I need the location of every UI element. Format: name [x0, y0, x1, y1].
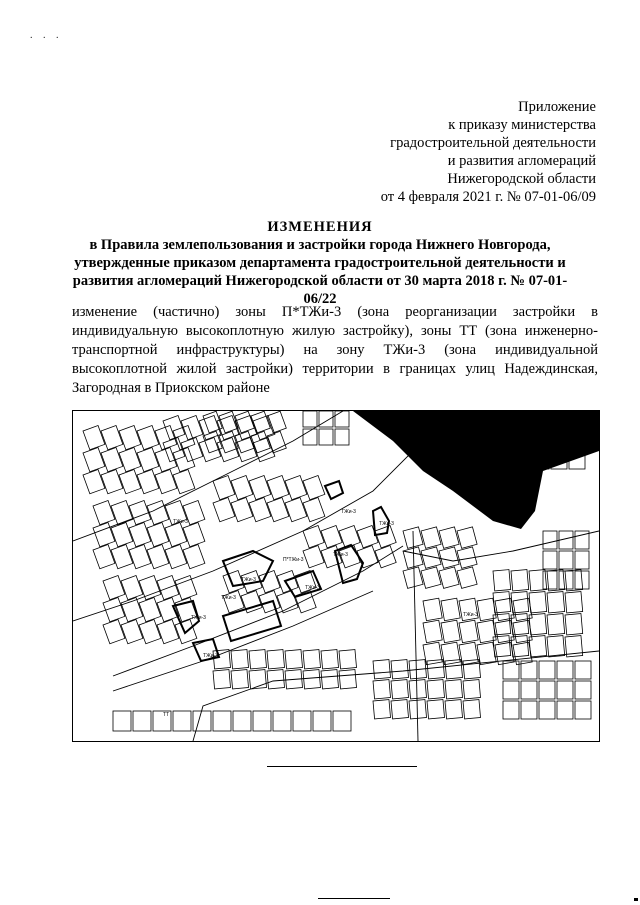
page-title: ИЗМЕНЕНИЯ: [267, 219, 373, 235]
land-parcel: [521, 701, 537, 719]
land-parcel: [183, 523, 205, 547]
land-parcel: [231, 650, 249, 669]
approval-block: [381, 98, 596, 206]
zone-label: П*ТЖи-3: [283, 557, 304, 563]
document-heading: [60, 218, 580, 308]
land-parcel: [543, 531, 557, 549]
land-parcel: [155, 470, 177, 494]
land-parcel: [121, 576, 143, 600]
land-parcel: [137, 470, 159, 494]
land-parcel: [249, 650, 267, 669]
land-parcel: [93, 545, 115, 569]
land-parcel: [423, 598, 442, 620]
street-line: [113, 546, 403, 676]
zone-label: ТЖи-3: [191, 615, 206, 621]
land-parcel: [547, 636, 565, 657]
land-parcel: [373, 660, 391, 679]
approval-line: от 4 февраля 2021 г. № 07-01-06/09: [380, 189, 596, 205]
land-parcel: [137, 448, 159, 472]
land-parcel: [231, 498, 253, 522]
land-parcel: [547, 614, 565, 635]
land-parcel: [147, 501, 169, 525]
land-parcel: [357, 546, 378, 568]
land-parcel: [511, 592, 529, 613]
land-parcel: [503, 701, 519, 719]
zone-label: ТЖи-3: [305, 585, 320, 591]
land-parcel: [575, 661, 591, 679]
land-parcel: [193, 711, 211, 731]
land-parcel: [111, 501, 133, 525]
land-parcel: [463, 700, 481, 719]
approval-line: градостроительной деятельности: [390, 135, 596, 151]
land-parcel: [575, 701, 591, 719]
approval-line: и развития агломераций: [447, 153, 596, 169]
land-parcel: [303, 650, 321, 669]
land-parcel: [321, 526, 342, 548]
cadastral-map: [72, 410, 600, 742]
land-parcel: [391, 680, 409, 699]
land-parcel: [375, 526, 396, 548]
land-parcel: [441, 620, 460, 642]
land-parcel: [319, 429, 333, 445]
land-parcel: [139, 598, 161, 622]
street-line: [413, 531, 418, 741]
land-parcel: [251, 431, 270, 453]
land-parcel: [441, 598, 460, 620]
land-parcel: [183, 545, 205, 569]
land-parcel: [285, 650, 303, 669]
land-parcel: [83, 448, 105, 472]
land-parcel: [339, 650, 357, 669]
heading-line: развития агломераций Нижегородской области от 30 марта 2018 г. № 07-01-06/22: [72, 273, 568, 307]
approval-line: Нижегородской области: [447, 171, 596, 187]
land-parcel: [391, 700, 409, 719]
land-parcel: [547, 570, 565, 591]
land-parcel: [129, 545, 151, 569]
land-parcel: [493, 570, 511, 591]
land-parcel: [165, 523, 187, 547]
land-parcel: [213, 711, 231, 731]
zone-boundary: [223, 601, 281, 641]
land-parcel: [457, 567, 477, 589]
land-parcel: [119, 426, 141, 450]
land-parcel: [213, 670, 231, 689]
land-parcel: [267, 476, 289, 500]
land-parcel: [521, 681, 537, 699]
land-parcel: [477, 642, 496, 664]
land-parcel: [111, 545, 133, 569]
land-parcel: [303, 429, 317, 445]
land-parcel: [175, 576, 197, 600]
land-parcel: [503, 681, 519, 699]
land-parcel: [539, 661, 555, 679]
land-parcel: [285, 476, 307, 500]
land-parcel: [267, 650, 285, 669]
land-parcel: [565, 570, 583, 591]
land-parcel: [303, 498, 325, 522]
land-parcel: [445, 680, 463, 699]
land-parcel: [137, 426, 159, 450]
land-parcel: [251, 411, 270, 433]
land-parcel: [103, 620, 125, 644]
scan-marks: . . .: [30, 30, 63, 41]
heading-line: в Правила землепользования и застройки города Нижнего Новгорода,: [89, 237, 551, 253]
land-parcel: [427, 660, 445, 679]
land-parcel: [335, 411, 349, 427]
land-parcel: [463, 660, 481, 679]
land-parcel: [121, 620, 143, 644]
zone-label: ТЖи-3: [173, 519, 188, 525]
land-parcel: [373, 680, 391, 699]
land-parcel: [129, 523, 151, 547]
land-parcel: [557, 661, 573, 679]
zone-label: ТЖи-3: [463, 612, 478, 618]
land-parcel: [493, 592, 511, 613]
land-parcel: [575, 551, 589, 569]
zone-label: ТЖи-3: [221, 595, 236, 601]
land-parcel: [213, 498, 235, 522]
land-parcel: [139, 620, 161, 644]
land-parcel: [339, 670, 357, 689]
land-parcel: [83, 470, 105, 494]
closing-rule: [267, 766, 417, 767]
land-parcel: [233, 711, 251, 731]
land-parcel: [267, 498, 289, 522]
land-parcel: [285, 498, 307, 522]
land-parcel: [423, 620, 442, 642]
land-parcel: [249, 498, 271, 522]
land-parcel: [303, 670, 321, 689]
footer-rule: [318, 898, 390, 899]
zone-label: ТЖи-3: [203, 653, 218, 659]
land-parcel: [103, 576, 125, 600]
land-parcel: [101, 470, 123, 494]
land-parcel: [439, 567, 459, 589]
street-line: [403, 531, 599, 561]
land-parcel: [173, 470, 195, 494]
land-parcel: [273, 711, 291, 731]
land-parcel: [373, 700, 391, 719]
land-parcel: [565, 592, 583, 613]
land-parcel: [547, 592, 565, 613]
land-parcel: [147, 523, 169, 547]
land-parcel: [83, 426, 105, 450]
land-parcel: [147, 545, 169, 569]
land-parcel: [101, 426, 123, 450]
zone-boundary: [325, 481, 343, 499]
land-parcel: [529, 570, 547, 591]
land-parcel: [441, 642, 460, 664]
land-parcel: [459, 620, 478, 642]
land-parcel: [445, 660, 463, 679]
land-parcel: [119, 448, 141, 472]
zone-label: ТЖи-3: [241, 577, 256, 583]
land-parcel: [133, 711, 151, 731]
land-parcel: [421, 567, 441, 589]
land-parcel: [403, 567, 423, 589]
land-parcel: [303, 476, 325, 500]
land-parcel: [293, 711, 311, 731]
land-parcel: [391, 660, 409, 679]
land-parcel: [529, 592, 547, 613]
land-parcel: [157, 620, 179, 644]
heading-line: утвержденные приказом департамента градостроительной деятельности и: [74, 255, 566, 271]
map-drawing: [73, 411, 599, 741]
land-parcel: [557, 701, 573, 719]
scan-edge-mark: [634, 898, 638, 901]
land-parcel: [539, 701, 555, 719]
land-parcel: [427, 680, 445, 699]
land-parcel: [511, 570, 529, 591]
land-parcel: [439, 527, 459, 549]
land-parcel: [111, 523, 133, 547]
land-parcel: [565, 614, 583, 635]
land-parcel: [249, 476, 271, 500]
land-parcel: [277, 591, 298, 613]
land-parcel: [165, 545, 187, 569]
land-parcel: [253, 711, 271, 731]
land-parcel: [113, 711, 131, 731]
land-parcel: [543, 551, 557, 569]
land-parcel: [427, 700, 445, 719]
land-parcel: [313, 711, 331, 731]
land-parcel: [231, 476, 253, 500]
approval-line: к приказу министерства: [448, 117, 596, 133]
land-parcel: [303, 546, 324, 568]
land-parcel: [457, 527, 477, 549]
land-parcel: [459, 642, 478, 664]
land-parcel: [445, 700, 463, 719]
land-parcel: [139, 576, 161, 600]
land-parcel: [423, 642, 442, 664]
land-parcel: [421, 527, 441, 549]
approval-line: Приложение: [518, 99, 596, 115]
land-parcel: [93, 501, 115, 525]
land-parcel: [119, 470, 141, 494]
zone-label: ТТ: [163, 712, 170, 718]
land-parcel: [557, 681, 573, 699]
land-parcel: [267, 411, 286, 433]
land-parcel: [101, 448, 123, 472]
land-parcel: [333, 711, 351, 731]
land-parcel: [335, 429, 349, 445]
land-parcel: [231, 670, 249, 689]
land-parcel: [303, 411, 317, 427]
land-parcel: [173, 711, 191, 731]
land-parcel: [539, 681, 555, 699]
land-parcel: [235, 438, 257, 462]
land-parcel: [575, 681, 591, 699]
land-parcel: [277, 571, 298, 593]
zone-label: ТЖи-3: [341, 509, 356, 515]
land-parcel: [409, 680, 427, 699]
land-parcel: [439, 547, 459, 569]
land-parcel: [321, 650, 339, 669]
land-parcel: [321, 670, 339, 689]
street-line: [193, 651, 599, 741]
zone-label: ТЖи-3: [379, 521, 394, 527]
land-parcel: [267, 670, 285, 689]
industrial-zone-area: [353, 411, 599, 529]
land-parcel: [463, 680, 481, 699]
change-description: изменение (частично) зоны П*ТЖи-3 (зона реорганизации застройки в индивидуальную высокоплотную жилую застройку), зоны ТТ (зона инженерно-транспортной инфраструктуры) на зону ТЖи-3 (зона индивидуальной высокоплотной жилой застройки) территории в границах улиц Надеждинская, Загородная в Приокском районе: [72, 304, 598, 396]
land-parcel: [559, 551, 573, 569]
zone-label: ТЖи-3: [333, 552, 348, 558]
